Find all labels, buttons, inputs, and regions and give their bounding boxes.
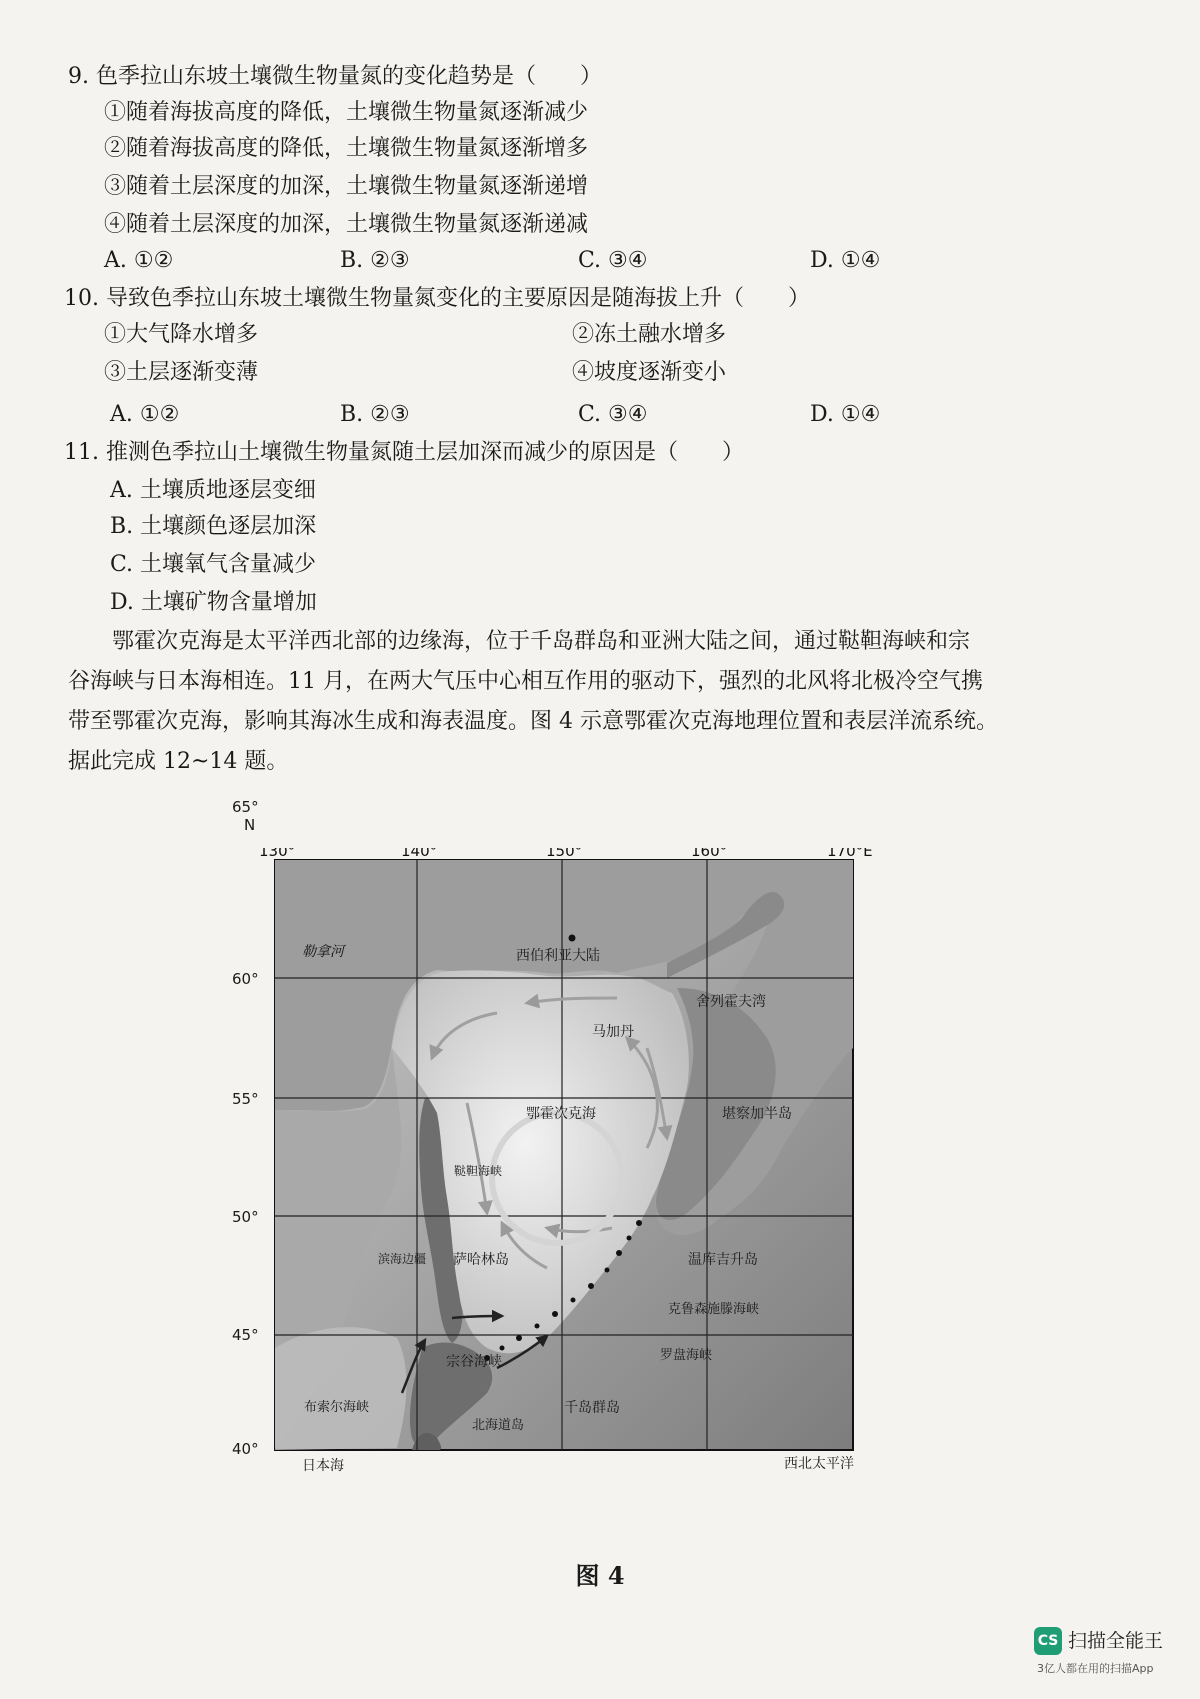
q10-item-4: ④坡度逐渐变小 bbox=[572, 360, 727, 385]
q9-item-1: ①随着海拔高度的降低，土壤微生物量氮逐渐减少 bbox=[104, 100, 589, 125]
label-sakhalin: 萨哈林岛 bbox=[453, 1252, 509, 1268]
q9-option-b: B. ②③ bbox=[340, 248, 410, 273]
label-soya-strait: 宗谷海峡 bbox=[446, 1354, 502, 1370]
label-magadan: 马加丹 bbox=[592, 1024, 634, 1040]
lat-label-45: 45° bbox=[232, 1326, 259, 1344]
label-primorye: 滨海边疆 bbox=[378, 1252, 427, 1266]
q10-stem: 10. 导致色季拉山东坡土壤微生物量氮变化的主要原因是随海拔上升（ ） bbox=[64, 286, 810, 311]
label-kamchatka: 堪察加半岛 bbox=[722, 1106, 792, 1122]
label-okhotsk-sea: 鄂霍次克海 bbox=[526, 1106, 596, 1122]
lon-label: 130° bbox=[259, 848, 296, 860]
lat-label-65: 65° bbox=[232, 798, 259, 816]
camscanner-logo: CS bbox=[1034, 1627, 1062, 1655]
q10-option-c: C. ③④ bbox=[578, 402, 648, 427]
q9-item-3: ③随着土层深度的加深，土壤微生物量氮逐渐递增 bbox=[104, 174, 589, 199]
q11-option-a: A. 土壤质地逐层变细 bbox=[110, 478, 316, 503]
lon-labels bbox=[259, 848, 873, 860]
passage-line-2: 谷海峡与日本海相连。11 月，在两大气压中心相互作用的驱动下，强烈的北风将北极冷空气携 bbox=[68, 669, 983, 694]
label-kruzenshtern: 克鲁森施滕海峡 bbox=[668, 1302, 760, 1317]
camscanner-tagline: 3亿人都在用的扫描App bbox=[1037, 1662, 1154, 1675]
label-kuril-islands: 千岛群岛 bbox=[564, 1400, 620, 1416]
label-siberia: 西伯利亚大陆 bbox=[516, 948, 600, 964]
lat-label-40: 40° bbox=[232, 1440, 259, 1458]
label-onekotan: 温库吉升岛 bbox=[688, 1252, 758, 1268]
lon-label: 160° bbox=[691, 848, 728, 860]
label-nw-pacific: 西北太平洋 bbox=[784, 1456, 854, 1472]
q10-option-a: A. ①② bbox=[110, 402, 180, 427]
q9-option-c: C. ③④ bbox=[578, 248, 648, 273]
lat-label-50: 50° bbox=[232, 1208, 259, 1226]
q9-item-4: ④随着土层深度的加深，土壤微生物量氮逐渐递减 bbox=[104, 212, 589, 237]
camscanner-name: 扫描全能王 bbox=[1068, 1630, 1164, 1652]
lat-unit: N bbox=[244, 816, 256, 834]
q9-option-d: D. ①④ bbox=[810, 248, 881, 273]
passage-line-3: 带至鄂霍次克海，影响其海冰生成和海表温度。图 4 示意鄂霍次克海地理位置和表层洋流系统。 bbox=[68, 709, 998, 734]
q11-option-d: D. 土壤矿物含量增加 bbox=[110, 590, 317, 615]
q9-item-2: ②随着海拔高度的降低，土壤微生物量氮逐渐增多 bbox=[104, 136, 589, 161]
lat-label-55: 55° bbox=[232, 1090, 259, 1108]
label-north-kuril: 罗盘海峡 bbox=[660, 1348, 713, 1363]
lon-label: 170°E bbox=[827, 848, 873, 860]
q9-stem: 9. 色季拉山东坡土壤微生物量氮的变化趋势是（ ） bbox=[68, 64, 602, 89]
label-river: 勒拿河 bbox=[302, 944, 344, 960]
label-hokkaido: 北海道岛 bbox=[472, 1418, 525, 1433]
lon-label: 140° bbox=[401, 848, 438, 860]
label-bussol: 布索尔海峡 bbox=[304, 1400, 370, 1415]
passage-line-1: 鄂霍次克海是太平洋西北部的边缘海，位于千岛群岛和亚洲大陆之间，通过鞑靼海峡和宗 bbox=[68, 629, 971, 654]
label-sea-of-japan: 日本海 bbox=[302, 1458, 344, 1474]
q9-option-a: A. ①② bbox=[104, 248, 174, 273]
figure-caption: 图 4 bbox=[575, 1561, 625, 1590]
magadan-dot bbox=[569, 935, 576, 942]
passage-line-4: 据此完成 12~14 题。 bbox=[68, 749, 289, 774]
label-tatar-strait: 鞑靼海峡 bbox=[454, 1164, 503, 1178]
q10-option-d: D. ①④ bbox=[810, 402, 881, 427]
q10-option-b: B. ②③ bbox=[340, 402, 410, 427]
q10-item-3: ③土层逐渐变薄 bbox=[104, 360, 259, 385]
q10-item-2: ②冻土融水增多 bbox=[572, 322, 727, 347]
sea-of-japan-area bbox=[275, 1327, 406, 1450]
q11-stem: 11. 推测色季拉山土壤微生物量氮随土层加深而减少的原因是（ ） bbox=[64, 440, 744, 465]
passage bbox=[68, 622, 1148, 782]
q11-option-b: B. 土壤颜色逐层加深 bbox=[110, 514, 317, 539]
label-shelikhov-bay: 舍列霍夫湾 bbox=[696, 994, 766, 1010]
lat-label-60: 60° bbox=[232, 970, 259, 988]
q11-option-c: C. 土壤氧气含量减少 bbox=[110, 552, 317, 577]
lon-label: 150° bbox=[546, 848, 583, 860]
q10-item-1: ①大气降水增多 bbox=[104, 322, 259, 347]
